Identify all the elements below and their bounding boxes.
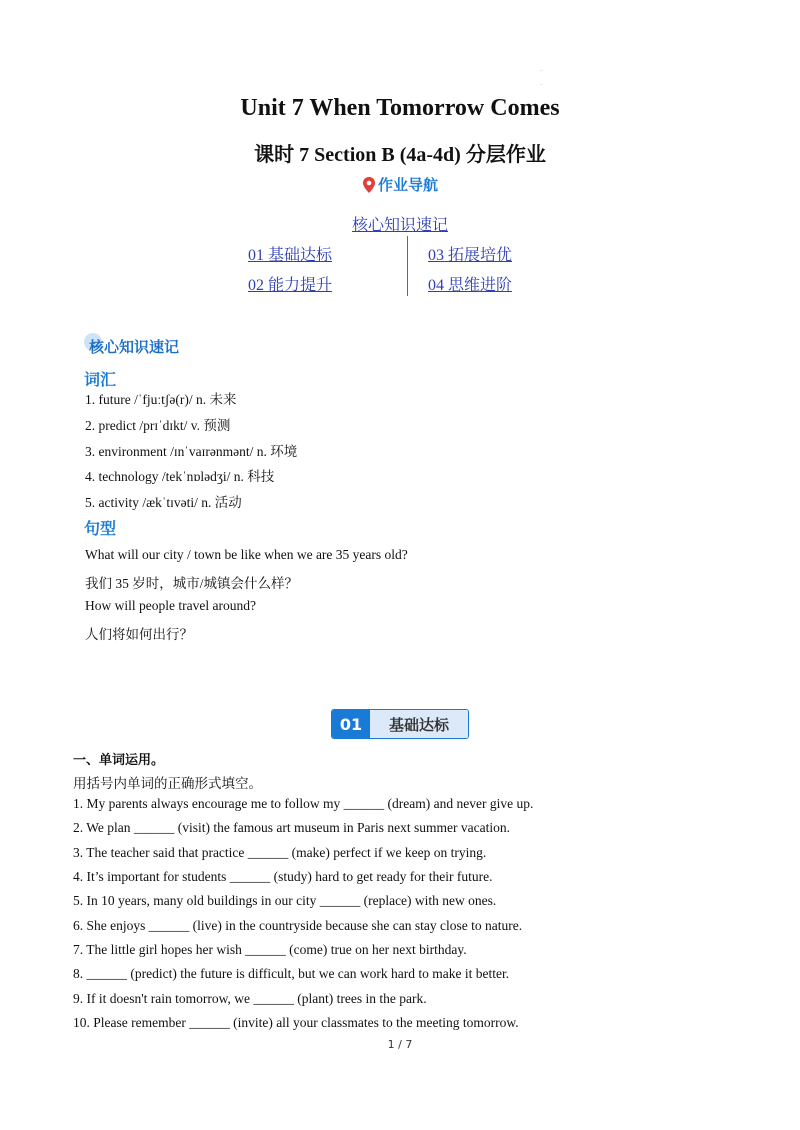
sentence-item: How will people travel around? xyxy=(85,598,256,613)
vocab-item: 4. technology /tekˈnɒlədʒi/ n. 科技 xyxy=(85,469,275,484)
vocab-heading: 词汇 xyxy=(84,370,117,389)
question-item: 6. She enjoys ______ (live) in the countryside because she can stay close to nature. xyxy=(73,918,523,933)
vocab-item: 1. future /ˈfjuːtʃə(r)/ n. 未来 xyxy=(85,392,237,407)
core-knowledge-badge-text: 核心知识速记 xyxy=(89,337,180,356)
instruction: 用括号内单词的正确形式填空。 xyxy=(73,776,262,791)
question-item: 3. The teacher said that practice ______ (make) perfect if we keep on trying. xyxy=(73,845,487,860)
basic-section-label: 基础达标 xyxy=(370,710,468,738)
question-item: 1. My parents always encourage me to follow my ______ (dream) and never give up. xyxy=(73,796,534,811)
page-title: Unit 7 When Tomorrow Comes xyxy=(240,95,560,121)
nav-divider xyxy=(407,236,408,296)
basic-section-badge xyxy=(331,709,469,739)
question-item: 2. We plan ______ (visit) the famous art museum in Paris next summer vacation. xyxy=(73,820,510,835)
nav-link-ability[interactable]: 02 能力提升 xyxy=(248,277,333,294)
location-pin-icon xyxy=(362,177,376,193)
question-item: 10. Please remember ______ (invite) all your classmates to the meeting tomorrow. xyxy=(73,1015,519,1030)
sentence-item: 我们 35 岁时，城市/城镇会什么样？ xyxy=(85,576,299,591)
vocab-item: 5. activity /ækˈtɪvəti/ n. 活动 xyxy=(85,495,242,510)
nav-heading-text: 作业导航 xyxy=(377,176,438,194)
core-knowledge-badge xyxy=(84,332,179,360)
nav-heading xyxy=(0,174,800,195)
nav-link-extension[interactable]: 03 拓展培优 xyxy=(428,247,513,264)
nav-link-basic[interactable]: 01 基础达标 xyxy=(248,247,333,264)
sentence-item: 人们将如何出行？ xyxy=(85,627,193,642)
nav-link-thinking[interactable]: 04 思维进阶 xyxy=(428,277,513,294)
page-subtitle: 课时 7 Section B (4a-4d) 分层作业 xyxy=(254,144,546,166)
question-item: 4. It’s important for students ______ (study) hard to get ready for their future. xyxy=(73,869,493,884)
sentence-heading: 句型 xyxy=(84,519,117,538)
vocab-item: 3. environment /ɪnˈvaɪrənmənt/ n. 环境 xyxy=(85,444,298,459)
page-number: 1 / 7 xyxy=(387,1038,413,1051)
decorative-dots: · · xyxy=(540,67,543,89)
question-item: 5. In 10 years, many old buildings in our city ______ (replace) with new ones. xyxy=(73,893,497,908)
question-item: 7. The little girl hopes her wish ______ (come) true on her next birthday. xyxy=(73,942,467,957)
question-item: 9. If it doesn't rain tomorrow, we ______ (plant) trees in the park. xyxy=(73,991,427,1006)
part-title: 一、单词运用。 xyxy=(73,753,165,768)
vocab-item: 2. predict /prɪˈdɪkt/ v. 预测 xyxy=(85,418,231,433)
nav-link-core-knowledge[interactable]: 核心知识速记 xyxy=(351,217,448,234)
basic-section-number: 01 xyxy=(332,710,370,738)
question-item: 8. ______ (predict) the future is difficult, but we can work hard to make it better. xyxy=(73,966,510,981)
sentence-item: What will our city / town be like when we are 35 years old? xyxy=(85,547,408,562)
